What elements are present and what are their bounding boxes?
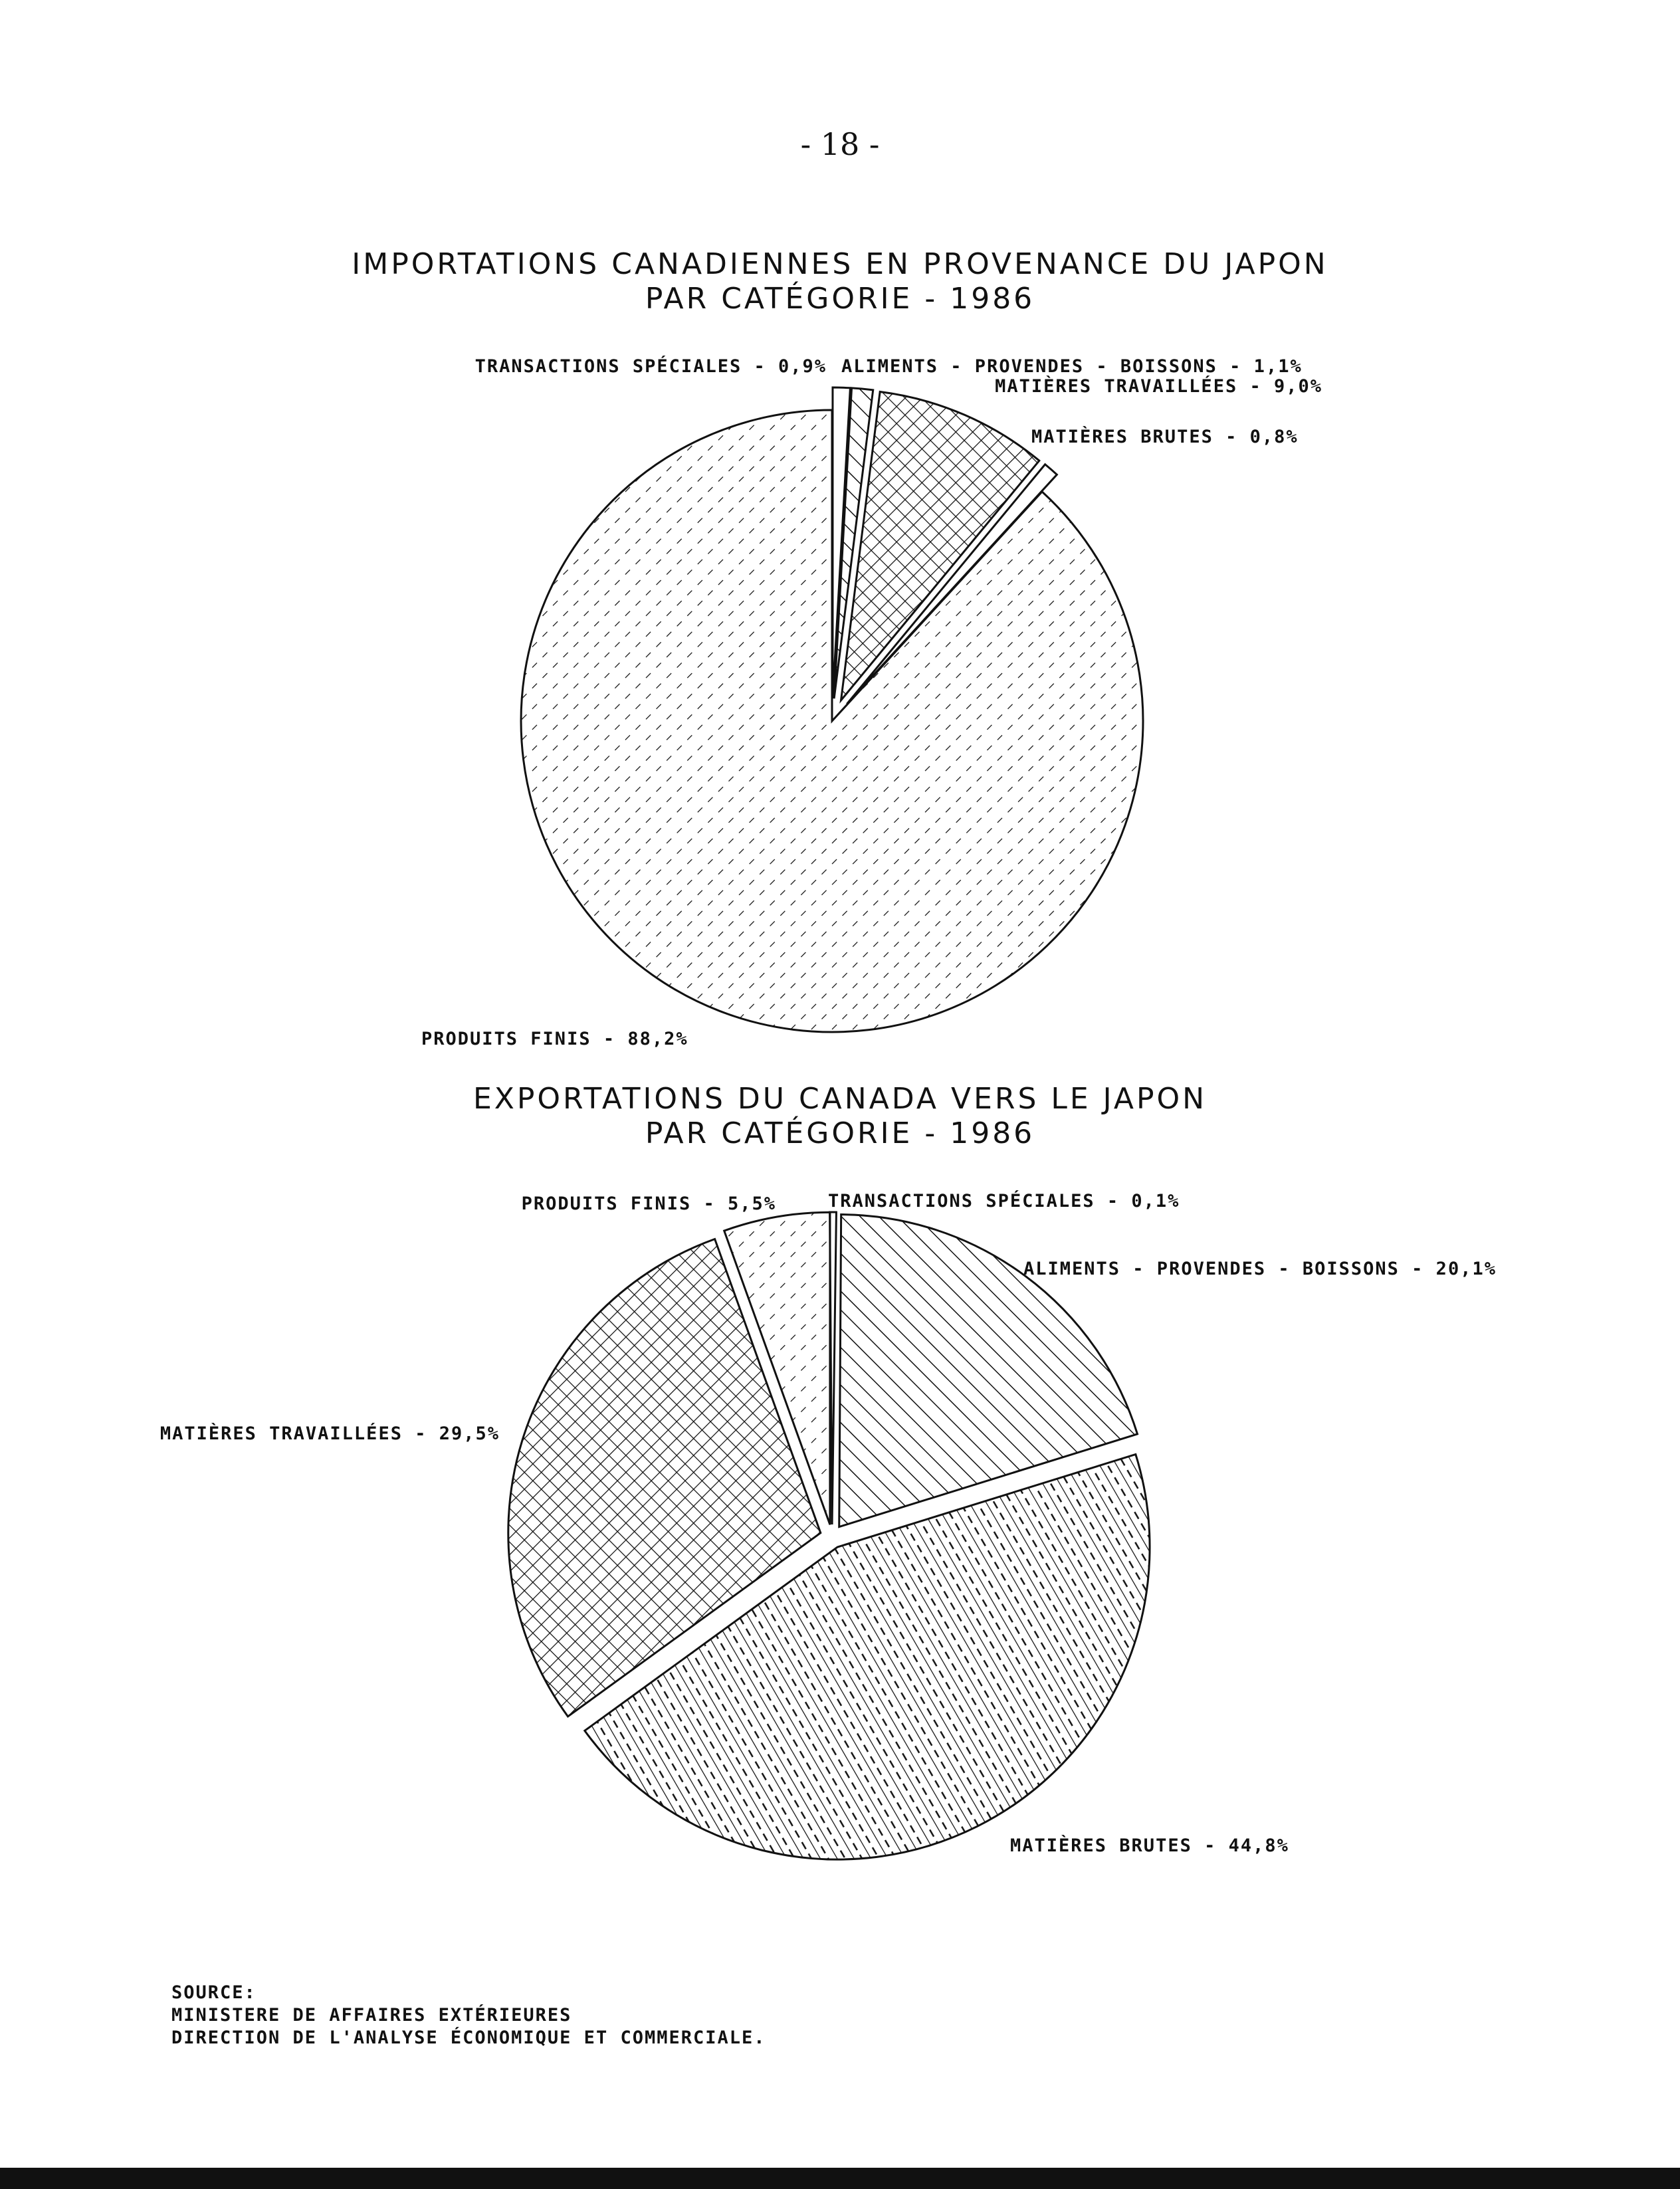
export-chart-title-line2: PAR CATÉGORIE - 1986 — [645, 1116, 1035, 1150]
source-heading: SOURCE: — [171, 1982, 257, 2003]
pie-slice — [521, 410, 1143, 1032]
slice-label: PRODUITS FINIS - 5,5% — [521, 1194, 776, 1214]
import-pie-chart — [421, 356, 1322, 1049]
page-number: - 18 - — [800, 126, 880, 162]
slice-label: TRANSACTIONS SPÉCIALES - 0,9% — [474, 356, 827, 377]
slice-label: PRODUITS FINIS - 88,2% — [421, 1029, 688, 1049]
slice-label: TRANSACTIONS SPÉCIALES - 0,1% — [828, 1191, 1180, 1211]
slice-label: ALIMENTS - PROVENDES - BOISSONS - 1,1% — [841, 356, 1303, 377]
slice-label: MATIÈRES BRUTES - 44,8% — [1010, 1835, 1289, 1856]
source-note — [171, 1982, 766, 2049]
export-pie-chart — [160, 1190, 1497, 1859]
source-line2: DIRECTION DE L'ANALYSE ÉCONOMIQUE ET COMMERCIALE. — [171, 2028, 766, 2048]
export-chart-title-line1: EXPORTATIONS DU CANADA VERS LE JAPON — [472, 1082, 1208, 1116]
slice-label: ALIMENTS - PROVENDES - BOISSONS - 20,1% — [1023, 1259, 1497, 1279]
import-chart-title-line2: PAR CATÉGORIE - 1986 — [645, 282, 1035, 316]
slice-label: MATIÈRES BRUTES - 0,8% — [1031, 427, 1299, 447]
slice-label: MATIÈRES TRAVAILLÉES - 29,5% — [159, 1423, 500, 1444]
slice-label: MATIÈRES TRAVAILLÉES - 9,0% — [995, 376, 1322, 397]
import-chart-title-line1: IMPORTATIONS CANADIENNES EN PROVENANCE DU JAPON — [352, 247, 1328, 281]
scan-edge-bar — [0, 2168, 1680, 2189]
source-line1: MINISTERE DE AFFAIRES EXTÉRIEURES — [171, 2005, 572, 2026]
